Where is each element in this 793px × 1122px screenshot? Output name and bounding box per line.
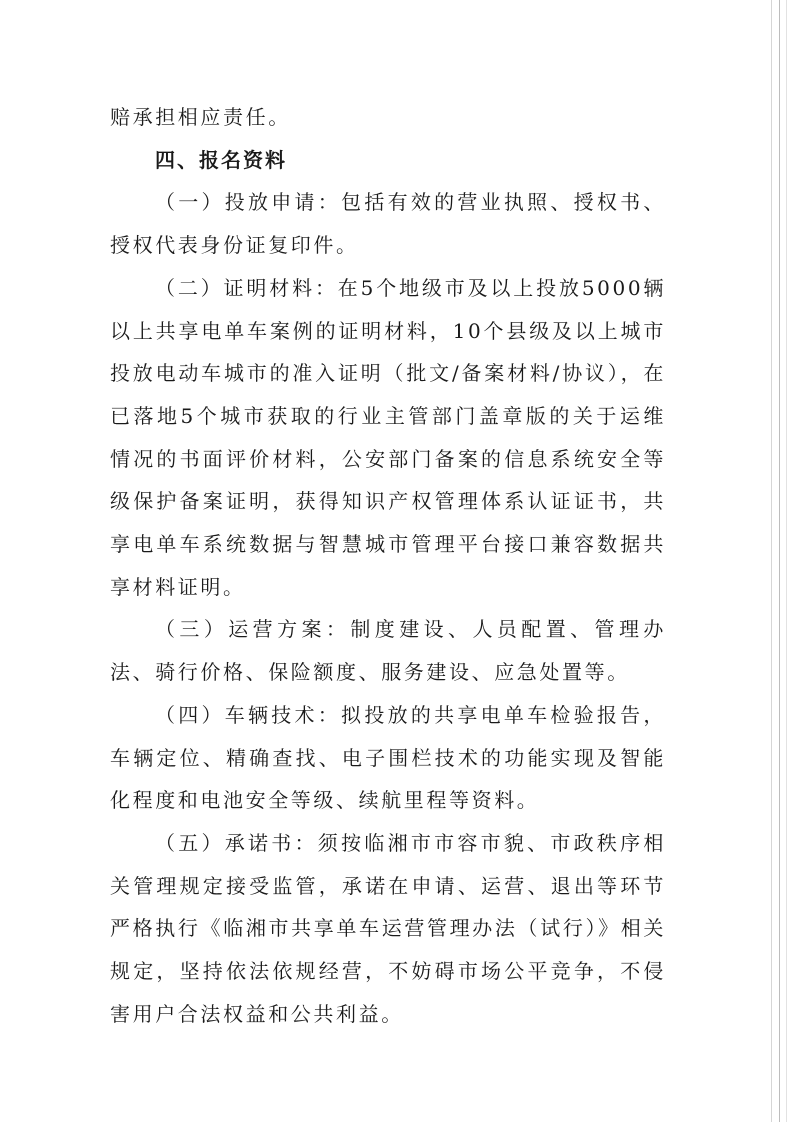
paragraph-operation-plan: （三）运营方案：制度建设、人员配置、管理办法、骑行价格、保险额度、服务建设、应急处置等。 xyxy=(110,617,666,685)
document-body xyxy=(110,96,666,1035)
scan-edge-line xyxy=(779,0,780,1122)
section-heading: 四、报名资料 xyxy=(155,147,287,172)
paragraph-proof-materials: （二）证明材料：在5个地级市及以上投放5000辆以上共享电单车案例的证明材料，10个县级及以上城市投放电动车城市的准入证明（批文/备案材料/协议），在已落地5个城市获取的行业主管部门盖章版的关于运维情况的书面评价材料，公安部门备案的信息系统安全等级保护备案证明，获得知识产权管理体系认证证书，共享电单车系统数据与智慧城市管理平台接口兼容数据共享材料证明。 xyxy=(110,275,666,599)
scan-edge-line xyxy=(771,0,772,1122)
paragraph-commitment-letter: （五）承诺书：须按临湘市市容市貌、市政秩序相关管理规定接受监管，承诺在申请、运营、退出等环节严格执行《临湘市共享单车运营管理办法（试行）》相关规定，坚持依法依规经营，不妨碍市场公平竞争，不侵害用户合法权益和公共利益。 xyxy=(110,830,666,1026)
paragraph-vehicle-technology: （四）车辆技术：拟投放的共享电单车检验报告，车辆定位、精确查找、电子围栏技术的功能实现及智能化程度和电池安全等级、续航里程等资料。 xyxy=(110,702,666,813)
paragraph-application: （一）投放申请：包括有效的营业执照、授权书、授权代表身份证复印件。 xyxy=(110,190,666,258)
scan-edge-line xyxy=(786,0,787,1122)
continuation-text: 赔承担相应责任。 xyxy=(110,105,291,129)
